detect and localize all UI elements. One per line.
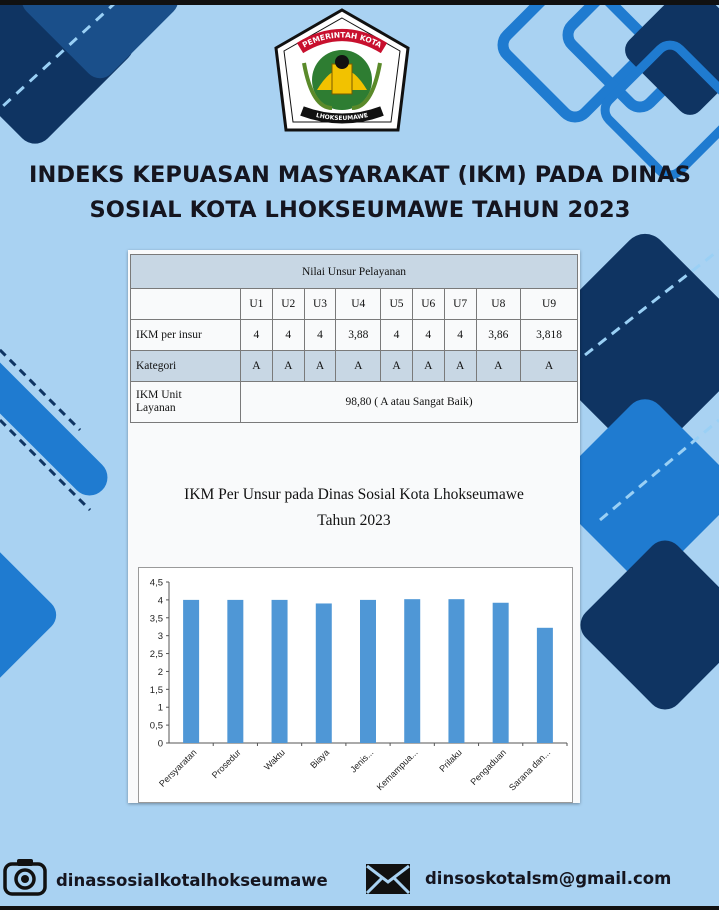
bar — [316, 603, 332, 743]
x-tick-label: Prilaku — [437, 747, 464, 774]
column-header-u6: U6 — [412, 289, 444, 320]
bar — [183, 600, 199, 743]
city-emblem-logo — [272, 8, 412, 136]
column-header-u3: U3 — [304, 289, 336, 320]
bar — [537, 628, 553, 743]
x-tick-label: Persyaratan — [157, 747, 199, 789]
page-title — [10, 158, 710, 228]
x-tick-label: Waktu — [262, 747, 287, 773]
row-label-unit-line-2: Layanan — [136, 402, 176, 414]
row-label-unit-line-1: IKM Unit — [136, 389, 182, 401]
y-tick-label: 4 — [157, 595, 163, 607]
table-header-row — [131, 289, 578, 320]
column-header-u7: U7 — [444, 289, 476, 320]
x-tick-label: Pengaduan — [468, 747, 509, 787]
envelope-icon — [364, 862, 412, 896]
y-tick-label: 0,5 — [149, 720, 163, 732]
kategori-value-u1: A — [241, 351, 273, 382]
bar-chart — [138, 567, 573, 803]
ikm-value-u8: 3,86 — [476, 320, 521, 351]
kategori-value-u9: A — [521, 351, 578, 382]
table-row-ikm — [131, 320, 578, 351]
table-row-unit — [131, 382, 578, 423]
emblem-banner-top: PEMERINTAH KOTA — [300, 30, 384, 50]
y-tick-label: 0 — [157, 738, 163, 750]
row-label-unit — [131, 382, 241, 423]
kategori-value-u8: A — [476, 351, 521, 382]
y-tick-label: 1,5 — [149, 684, 163, 696]
row-label-kategori: Kategori — [131, 351, 241, 382]
column-header-u5: U5 — [381, 289, 413, 320]
kategori-value-u2: A — [272, 351, 304, 382]
kategori-value-u5: A — [381, 351, 413, 382]
column-header-u2: U2 — [272, 289, 304, 320]
contact-footer — [0, 856, 719, 902]
page-title-line-2: SOSIAL KOTA LHOKSEUMAWE TAHUN 2023 — [89, 197, 631, 223]
bar — [272, 600, 288, 743]
y-tick-label: 3,5 — [149, 613, 163, 625]
chart-title — [128, 482, 580, 534]
ikm-value-u4: 3,88 — [336, 320, 381, 351]
x-tick-label: Biaya — [308, 747, 332, 771]
ikm-table — [130, 254, 578, 423]
bar — [448, 599, 464, 743]
kategori-value-u6: A — [412, 351, 444, 382]
bar — [227, 600, 243, 743]
bar — [493, 603, 509, 743]
row-label-ikm: IKM per insur — [131, 320, 241, 351]
x-tick-label: Kemampua... — [374, 747, 420, 793]
ikm-value-u2: 4 — [272, 320, 304, 351]
column-header-u9: U9 — [521, 289, 578, 320]
ikm-value-u7: 4 — [444, 320, 476, 351]
y-tick-label: 2,5 — [149, 649, 163, 661]
page-title-line-1: INDEKS KEPUASAN MASYARAKAT (IKM) PADA DINAS — [28, 162, 692, 188]
ikm-value-u5: 4 — [381, 320, 413, 351]
ikm-value-u6: 4 — [412, 320, 444, 351]
column-header-u8: U8 — [476, 289, 521, 320]
table-title: Nilai Unsur Pelayanan — [131, 255, 578, 289]
instagram-handle[interactable]: dinassosialkotalhokseumawe — [56, 871, 328, 890]
email-address[interactable]: dinsoskotalsm@gmail.com — [425, 869, 672, 888]
emblem-banner-bottom: LHOKSEUMAWE — [315, 111, 369, 123]
column-header-u4: U4 — [336, 289, 381, 320]
camera-icon — [3, 858, 47, 896]
table-row-kategori — [131, 351, 578, 382]
x-tick-label: Prosedur — [209, 747, 243, 781]
kategori-value-u4: A — [336, 351, 381, 382]
kategori-value-u7: A — [444, 351, 476, 382]
bar-chart-svg — [139, 568, 572, 802]
ikm-value-u3: 4 — [304, 320, 336, 351]
y-tick-label: 4,5 — [149, 577, 163, 589]
chart-title-line-1: IKM Per Unsur pada Dinas Sosial Kota Lhokseumawe — [184, 486, 524, 503]
bar — [404, 599, 420, 743]
bar — [360, 600, 376, 743]
chart-title-line-2: Tahun 2023 — [317, 512, 391, 529]
y-tick-label: 1 — [157, 702, 163, 714]
ikm-value-u1: 4 — [241, 320, 273, 351]
top-border — [0, 0, 719, 5]
unit-value: 98,80 ( A atau Sangat Baik) — [241, 382, 578, 423]
y-tick-label: 2 — [157, 666, 163, 678]
table-header-blank — [131, 289, 241, 320]
kategori-value-u3: A — [304, 351, 336, 382]
x-tick-label: Jenis... — [348, 747, 376, 775]
ikm-document — [128, 250, 580, 803]
x-tick-label: Sarana dan... — [507, 747, 553, 793]
ikm-value-u9: 3,818 — [521, 320, 578, 351]
column-header-u1: U1 — [241, 289, 273, 320]
bottom-border — [0, 906, 719, 910]
y-tick-label: 3 — [157, 631, 163, 643]
